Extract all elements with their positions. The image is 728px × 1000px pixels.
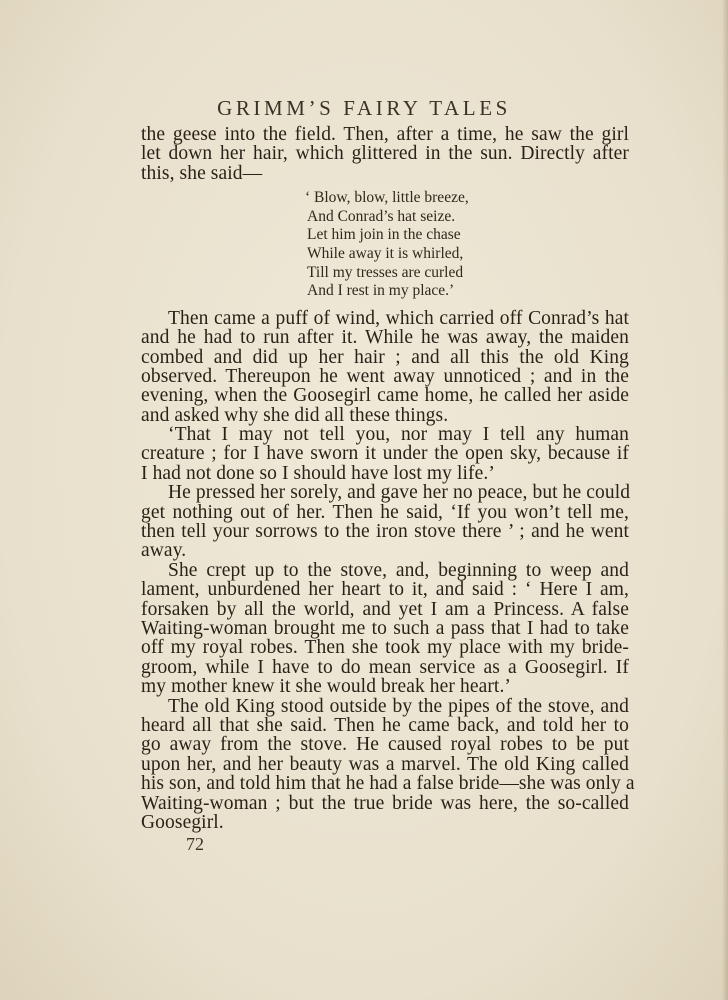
verse-line: While away it is whirled,	[307, 244, 464, 262]
text-line: Goosegirl.	[141, 811, 224, 833]
text-line: I had not done so I should have lost my life.’	[141, 462, 495, 484]
paragraph	[141, 695, 635, 833]
text-line: He pressed her sorely, and gave her no peace, but he could	[168, 482, 631, 504]
text-line: off my royal robes. Then she took my place with my bride-	[141, 637, 629, 659]
paragraph	[141, 561, 629, 697]
text-line: my mother knew it she would break her heart.’	[141, 676, 512, 698]
text-line: the geese into the field. Then, after a time, he saw the girl	[141, 124, 629, 145]
verse-line: ‘ Blow, blow, little breeze,	[305, 189, 469, 207]
paragraph	[141, 483, 629, 561]
text-line: observed. Thereupon he went away unnoticed ; and in the	[141, 365, 629, 387]
running-head: GRIMM’S FAIRY TALES	[217, 96, 511, 120]
text-line: go away from the stove. He caused royal robes to be put	[141, 734, 629, 756]
text-line: The old King stood outside by the pipes of the stove, and	[168, 695, 629, 717]
text-line: his son, and told him that he had a false bride—she was only a	[141, 773, 635, 795]
page-edge-shadow	[722, 0, 728, 1000]
paragraph	[141, 425, 629, 483]
verse	[141, 189, 629, 301]
verse-line: And I rest in my place.’	[307, 282, 455, 300]
paragraph	[141, 125, 629, 183]
text-line: and asked why she did all these things.	[141, 404, 449, 426]
text-line: evening, when the Goosegirl came home, he called her aside	[141, 385, 629, 407]
text-line: combed and did up her hair ; and all this the old King	[141, 346, 629, 368]
paragraph	[141, 309, 629, 425]
text-line: Waiting-woman ; but the true bride was here, the so-called	[141, 792, 629, 814]
verse-line: And Conrad’s hat seize.	[307, 207, 456, 225]
body-text	[141, 124, 635, 833]
verse-line: Let him join in the chase	[307, 226, 461, 244]
verse-line: Till my tresses are curled	[307, 263, 464, 281]
text-line: upon her, and her beauty was a marvel. The old King called	[141, 753, 629, 775]
text-line: She crept up to the stove, and, beginning to weep and	[168, 559, 629, 581]
text-line: lament, unburdened her heart to it, and said : ‘ Here I am,	[141, 579, 629, 601]
text-line: then tell your sorrows to the iron stove there ’ ; and he went	[141, 521, 629, 543]
text-line: forsaken by all the world, and yet I am a Princess. A false	[141, 598, 629, 620]
text-line: creature ; for I have sworn it under the open sky, because if	[141, 443, 629, 465]
text-line: groom, while I have to do mean service as a Goosegirl. If	[141, 656, 629, 678]
text-line: get nothing out of her. Then he said, ‘If you won’t tell me,	[141, 501, 629, 523]
text-line: away.	[141, 540, 187, 562]
text-line: and he had to run after it. While he was away, the maiden	[141, 327, 629, 349]
text-line: Waiting-woman brought me to such a pass that I had to take	[141, 617, 629, 639]
text-line: heard all that she said. Then he came back, and told her to	[141, 714, 629, 736]
text-line: this, she said—	[141, 162, 263, 184]
page-number: 72	[186, 834, 204, 854]
text-line: let down her hair, which glittered in the sun. Directly after	[141, 143, 629, 165]
text-line: Then came a puff of wind, which carried off Conrad’s hat	[168, 307, 629, 329]
text-line: ‘That I may not tell you, nor may I tell any human	[168, 424, 629, 446]
